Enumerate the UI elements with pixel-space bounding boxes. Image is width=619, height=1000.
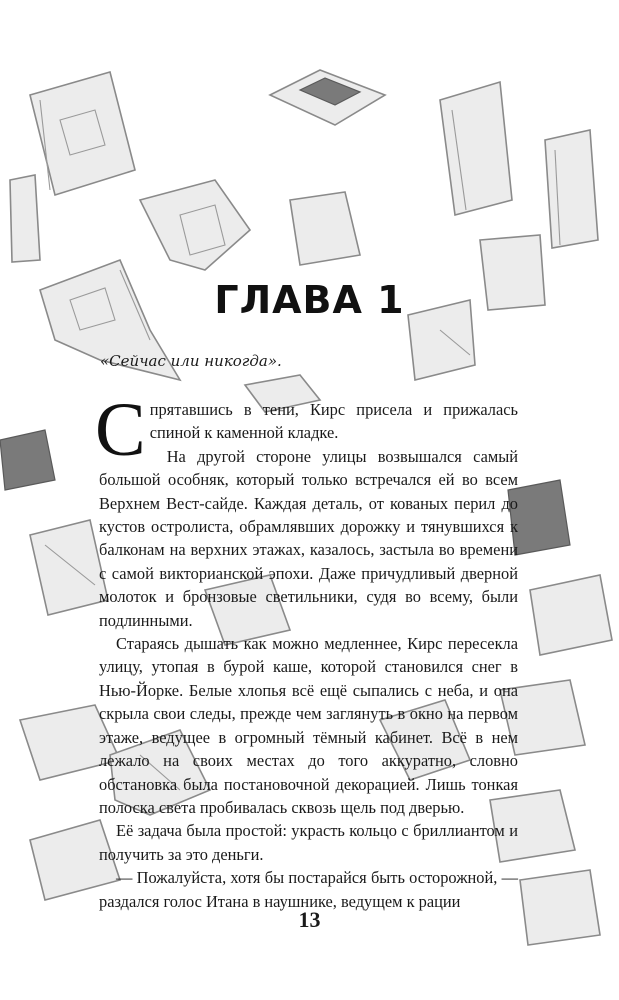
book-illustration [10,175,40,262]
paragraph: — Пожалуйста, хотя бы постарайся быть осторожной, — раздался голос Итана в наушнике, ведущем к рации [99,868,518,911]
chapter-body [95,388,518,913]
book-illustration [530,575,612,655]
page-number: 13 [298,907,321,932]
paragraph: Её задача была простой: украсть кольцо с бриллиантом и получить за это деньги. [99,821,518,864]
book-illustration [0,430,55,490]
book-illustration [290,192,360,265]
book-illustration [140,180,250,270]
book-illustration [30,520,108,615]
book-illustration [30,72,135,195]
book-illustration [270,70,385,125]
drop-cap: С [95,388,146,472]
paragraph [95,388,518,472]
chapter-epigraph: «Сейчас или никогда». [100,352,282,370]
paragraph: На другой стороне улицы возвышался самый большой особняк, который только встречался ей во всем Верхнем Вест-сайде. Каждая деталь, от кованых перил до кустов остролиста, обрамлявших дорожку и тянувшихся к балконам на верхних этажах, казалось, застыла во времени с самой викторианской эпохи. Даже причудливый дверной молоток и бронзовые светильники, судя во всему, были подлинными. [99,446,518,630]
chapter-title: ГЛАВА 1 [214,278,405,322]
book-illustration [440,82,512,215]
book-illustration [545,130,598,248]
paragraph: Стараясь дышать как можно медленнее, Кирс пересекла улицу, утопая в бурой каше, которой становился снег в Нью-Йорке. Белые хлопья всё ещё сыпались с неба, и она скрыла свои следы, прежде чем заглянуть в окно на первом этаже, ведущее в огромный тёмный кабинет. Всё в нем лежало на своих местах до того аккуратно, словно обстановка была постановочной декорацией. Лишь тонкая полоска света пробивалась сквозь щель под дверью. [99,634,518,817]
paragraph-text: прятавшись в тени, Кирс присела и прижалась спиной к каменной кладке. [149,400,518,443]
